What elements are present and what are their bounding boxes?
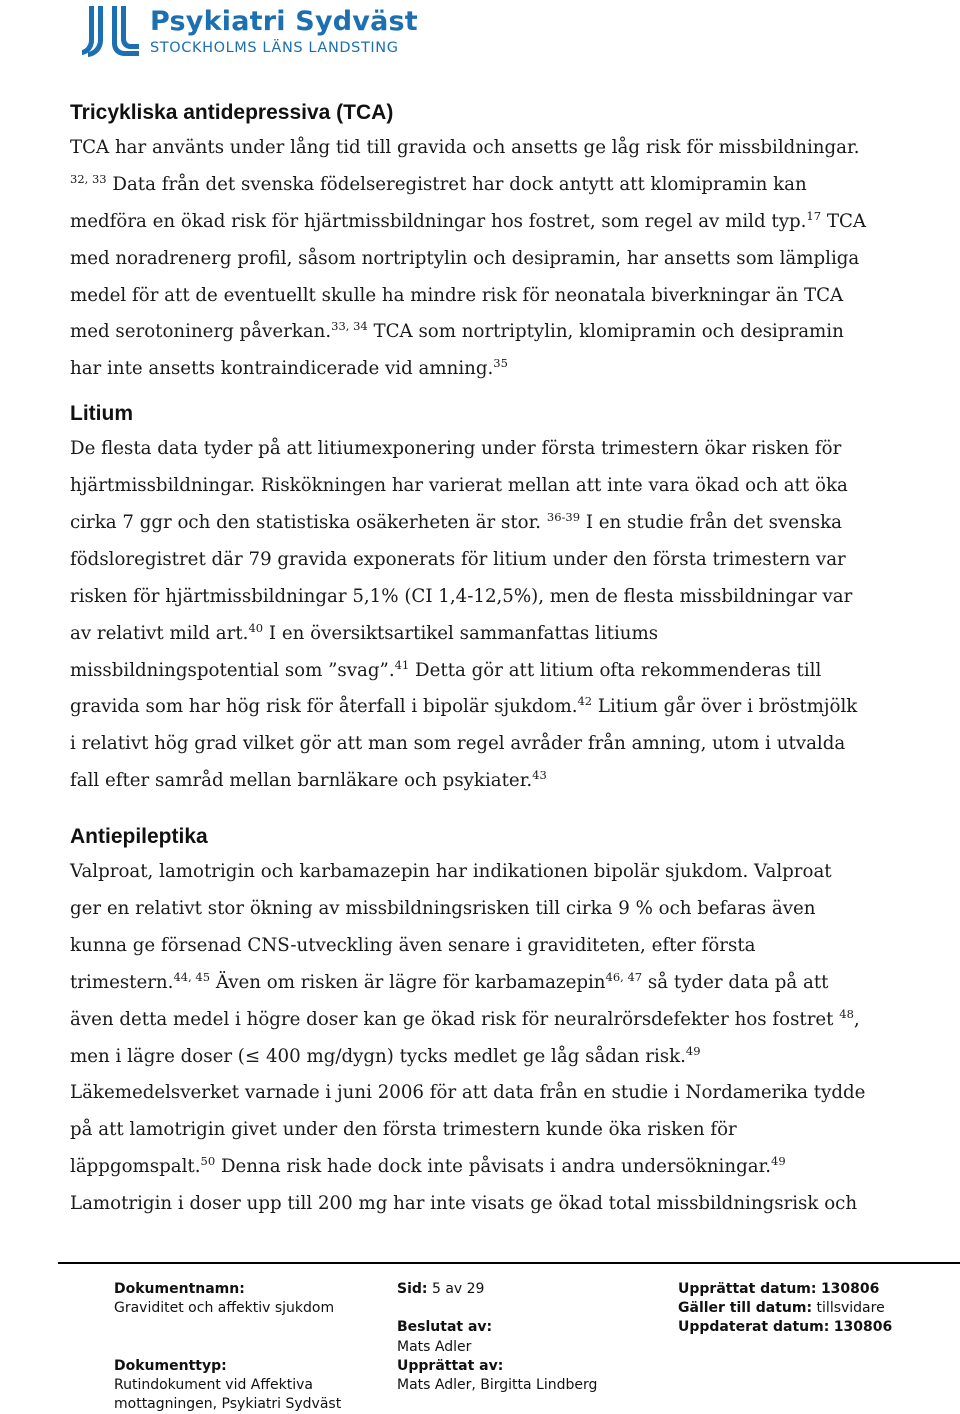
text-line: har inte ansetts kontraindicerade vid amning.$^{35}$ [70,356,508,380]
citation: 43 [532,768,547,783]
citation: 42 [577,694,593,709]
citation: 36-39 [546,510,581,525]
dokumentnamn-label: Dokumentnamn: [114,1281,245,1297]
upprattat-av-value: Mats Adler, Birgitta Lindberg [397,1376,598,1393]
dokumenttyp-value-cont: mottagningen, Psykiatri Sydväst [114,1396,342,1413]
text-line: Lamotrigin i doser upp till 200 mg har inte visats ge ökad total missbildningsrisk och [70,1193,858,1215]
text-line: medföra en ökad risk för hjärtmissbildningar hos fostret, som regel av mild typ.$^{17}$ TCA [70,208,867,232]
text-line: födsloregistret där 79 gravida exponerats för litium under den första trimestern var [70,548,846,570]
citation: 44, 45 [173,969,211,984]
paragraph-litium [70,431,900,800]
citation: 35 [493,356,508,371]
dokumentnamn-value: Graviditet och affektiv sjukdom [114,1300,335,1317]
text-line: De flesta data tyder på att litiumexponering under första trimestern ökar risken för [70,438,842,460]
text-line: medel för att de eventuellt skulle ha mindre risk för neonatala biverkningar än TCA [70,284,844,306]
paragraph-tca [70,130,900,388]
text-line: med noradrenerg profil, såsom nortriptylin och desipramin, har ansetts som lämpliga [70,247,860,269]
citation: 46, 47 [605,969,643,984]
sid-label: Sid: [397,1281,428,1297]
citation: 32, 33 [70,171,107,186]
beslutat-value: Mats Adler [397,1338,472,1355]
paragraph-antiepileptika [70,854,900,1223]
text-line: läppgomspalt.$^{50}$ Denna risk hade dock inte påvisats i andra undersökningar.$^{49}$ [70,1154,786,1178]
citation: 50 [200,1154,216,1169]
logo-subtitle: STOCKHOLMS LÄNS LANDSTING [150,40,399,56]
text-line: i relativt hög grad vilket gör att man som regel avråder från amning, utom i utvalda [70,733,846,755]
footer-column-dates [678,1280,892,1338]
citation: 40 [248,620,264,635]
text-line: av relativt mild art.$^{40}$ I en översiktsartikel sammanfattas litiums [70,620,659,644]
text-line: med serotoninerg påverkan.$^{33, 34}$ TCA som nortriptylin, klomipramin och desipramin [70,319,844,343]
uppdaterat-value: 130806 [833,1319,893,1336]
sid-value: 5 av 29 [431,1281,485,1297]
text-line: gravida som har hög risk för återfall i bipolär sjukdom.$^{42}$ Litium går över i bröstmjölk [70,694,858,718]
dokumenttyp-value: Rutindokument vid Affektiva [114,1376,313,1393]
document-body [70,96,900,1223]
text-line: men i lägre doser (≤ 400 mg/dygn) tycks medlet ge låg sådan risk.$^{49}$ [70,1043,701,1067]
galler-value: tillsvidare [816,1300,885,1317]
text-line: på att lamotrigin givet under den första trimestern kunde öka risken för [70,1119,737,1141]
beslutat-label: Beslutat av: [397,1319,493,1336]
section-heading-tca: Tricykliska antidepressiva (TCA) [70,101,394,124]
text-line: hjärtmissbildningar. Riskökningen har varierat mellan att inte vara ökad och att öka [70,475,848,497]
landsting-logo-icon [80,4,142,58]
citation: 49 [685,1043,701,1058]
footer-divider [58,1262,960,1264]
less-equal-symbol: ≤ [244,1045,261,1067]
footer-column-approval [397,1280,597,1395]
galler-label: Gäller till datum: [678,1300,813,1317]
text-line: trimestern.$^{44, 45}$ Även om risken är lägre för karbamazepin$^{46, 47}$ så tyder data på att [70,969,829,993]
citation: 49 [771,1154,786,1169]
text-line: TCA har använts under lång tid till gravida och ansetts ge låg risk för missbildningar. [70,137,860,158]
dokumenttyp-label: Dokumenttyp: [114,1357,227,1374]
text-line: $^{32, 33}$ Data från det svenska födelseregistret har dock antytt att klomipramin kan [70,171,807,195]
citation: 33, 34 [331,319,368,334]
citation: 17 [806,208,822,223]
text-line: även detta medel i högre doser kan ge ökad risk för neuralrörsdefekter hos fostret $^{48}$, [70,1006,860,1030]
text-line: fall efter samråd mellan barnläkare och psykiater.$^{43}$ [70,768,547,792]
text-line: Läkemedelsverket varnade i juni 2006 för att data från en studie i Nordamerika tydde [70,1082,866,1104]
text-line: risken för hjärtmissbildningar 5,1% (CI 1,4-12,5%), men de flesta missbildningar var [70,585,853,607]
text-line: Valproat, lamotrigin och karbamazepin har indikationen bipolär sjukdom. Valproat [70,861,832,883]
upprattat-datum-label: Upprättat datum: [678,1281,817,1297]
text-line: kunna ge försenad CNS-utveckling även senare i graviditeten, efter första [70,934,756,956]
text-line: missbildningspotential som ”svag”.$^{41}$ Detta gör att litium ofta rekommenderas till [70,657,822,681]
section-heading-litium: Litium [70,402,133,426]
upprattat-datum-value: 130806 [820,1281,880,1297]
uppdaterat-label: Uppdaterat datum: [678,1319,830,1336]
upprattat-av-label: Upprättat av: [397,1357,504,1374]
citation: 41 [394,657,410,672]
text-line: cirka 7 ggr och den statistiska osäkerheten är stor. $^{36-39}$ I en studie från det svenska [70,510,842,534]
logo-name: Psykiatri Sydväst [150,6,418,37]
citation: 48 [839,1006,854,1021]
text-line: ger en relativt stor ökning av missbildningsrisken till cirka 9 % och befaras även [70,898,816,920]
section-heading-antiepileptika: Antiepileptika [70,825,208,849]
footer-column-document [114,1280,341,1414]
